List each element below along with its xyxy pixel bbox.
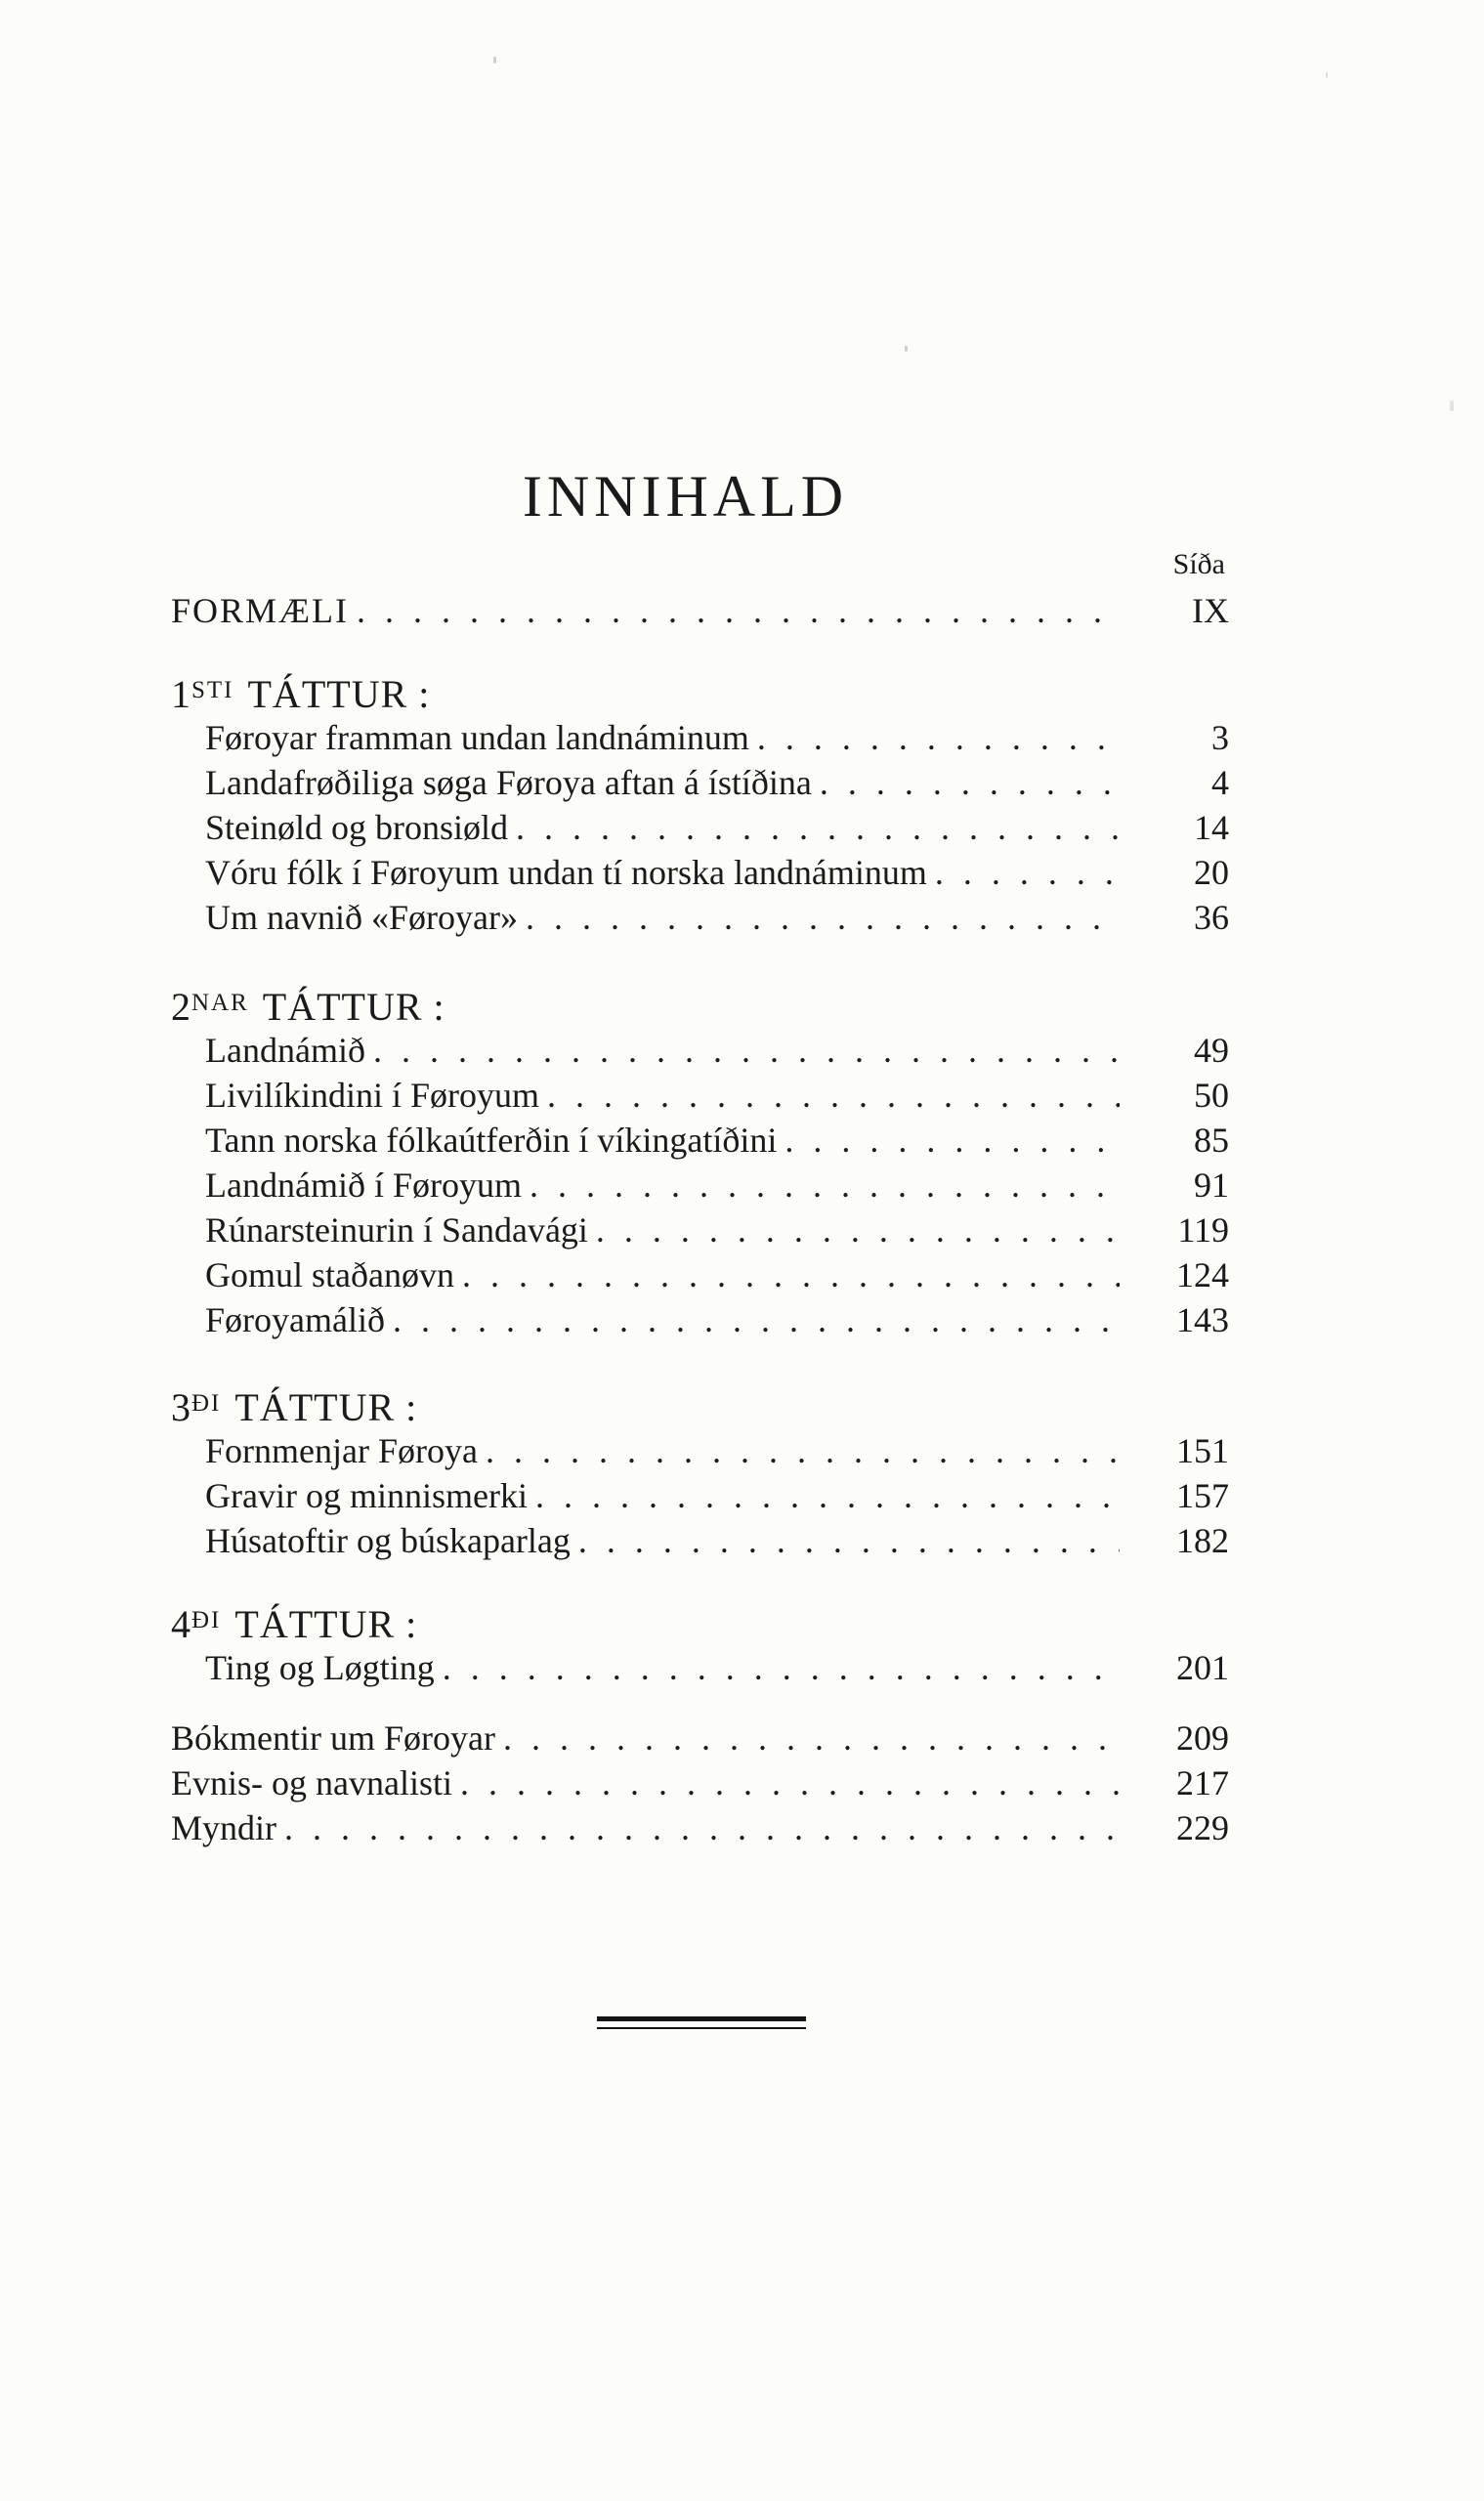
toc-entry [171, 760, 1229, 805]
toc-entry-page: 157 [1176, 1476, 1229, 1515]
toc-entry-page: 4 [1211, 763, 1229, 802]
toc-entry-page: 201 [1176, 1648, 1229, 1687]
section-heading [171, 979, 1229, 1028]
paper-speck [1450, 401, 1454, 411]
end-of-contents-rule [597, 2016, 806, 2029]
dot-leader [547, 1073, 1120, 1118]
toc-entry-title: Gomul staðanøvn [205, 1255, 454, 1294]
dot-leader [820, 760, 1120, 805]
toc-entry [171, 1645, 1229, 1690]
section-number [171, 1596, 221, 1649]
section-number [171, 979, 249, 1032]
toc-entry-page: 119 [1177, 1210, 1229, 1250]
dot-leader [578, 1518, 1120, 1563]
toc-entry-title: Livilíkindini í Føroyum [205, 1076, 540, 1115]
toc-entry-title: Gravir og minnismerki [205, 1476, 528, 1515]
section-label: TÁTTUR : [262, 985, 445, 1029]
toc-entry-title: Húsatoftir og búskaparlag [205, 1521, 571, 1560]
paper-speck [1326, 72, 1328, 78]
page-number-column-header: Síða [1172, 548, 1225, 580]
section-heading [171, 1379, 1229, 1428]
toc-entry-page: 229 [1176, 1808, 1229, 1847]
dot-leader [935, 850, 1120, 895]
toc-entry [171, 1716, 1229, 1760]
toc-entry-title: Føroyar framman undan landnáminum [205, 718, 749, 757]
section-ordinal-suffix: NAR [191, 990, 249, 1016]
toc-content [171, 464, 1229, 1850]
toc-entry [171, 1760, 1229, 1805]
dot-leader [784, 1118, 1120, 1163]
toc-entry [171, 1428, 1229, 1473]
toc-entry-page: 50 [1194, 1076, 1229, 1115]
toc-entry-page: 217 [1176, 1763, 1229, 1802]
section-ordinal-suffix: ÐI [191, 1390, 222, 1417]
toc-entry [171, 1208, 1229, 1252]
toc-entry [171, 1252, 1229, 1297]
dot-leader [526, 895, 1120, 940]
section-ordinal-suffix: ÐI [191, 1607, 222, 1633]
toc-entry-page: 182 [1176, 1521, 1229, 1560]
toc-entry-page: 20 [1194, 853, 1229, 892]
section-ordinal-suffix: STI [191, 677, 234, 703]
toc-entry-title: Vóru fólk í Føroyum undan tí norska landnáminum [205, 853, 927, 892]
section-number [171, 1379, 221, 1432]
toc-entry-title: Fornmenjar Føroya [205, 1431, 478, 1470]
dot-leader [535, 1473, 1120, 1518]
toc-entry-page: IX [1192, 591, 1229, 630]
dot-leader [486, 1428, 1120, 1473]
dot-leader [460, 1760, 1120, 1805]
dot-leader [443, 1645, 1120, 1690]
toc-entry-title: Steinøld og bronsiøld [205, 808, 509, 847]
section-ordinal: 2 [171, 985, 191, 1029]
toc-entry-title: Landnámið [205, 1031, 365, 1070]
toc-entry-title: Myndir [171, 1808, 276, 1847]
dot-leader [373, 1028, 1120, 1073]
dot-leader [462, 1252, 1120, 1297]
toc-entry [171, 1473, 1229, 1518]
section-heading [171, 1596, 1229, 1645]
toc-entry [171, 1518, 1229, 1563]
toc-entry-page: 49 [1194, 1031, 1229, 1070]
toc-entry-title: Ting og Løgting [205, 1648, 435, 1687]
dot-leader [284, 1805, 1120, 1850]
toc-entry-title: FORMÆLI [171, 591, 350, 630]
toc-entry [171, 1297, 1229, 1342]
toc-entry-page: 36 [1194, 898, 1229, 937]
dot-leader [530, 1163, 1120, 1208]
toc-entry-page: 209 [1176, 1718, 1229, 1758]
toc-entry-page: 85 [1194, 1121, 1229, 1160]
dot-leader [516, 805, 1120, 850]
paper-speck [493, 57, 496, 64]
toc-entry-title: Føroyamálið [205, 1300, 385, 1339]
dot-leader [393, 1297, 1120, 1342]
toc-entry [171, 895, 1229, 940]
dot-leader [503, 1716, 1120, 1760]
toc-entry-page: 91 [1194, 1166, 1229, 1205]
toc-entry-title: Rúnarsteinurin í Sandavági [205, 1210, 588, 1250]
toc-entry [171, 1073, 1229, 1118]
toc-entry [171, 1028, 1229, 1073]
section-label: TÁTTUR : [234, 1385, 418, 1429]
dot-leader [757, 715, 1120, 760]
toc-entry-page: 151 [1176, 1431, 1229, 1470]
paper-speck [905, 346, 908, 352]
section-label: TÁTTUR : [247, 672, 431, 716]
toc-entry [171, 588, 1229, 633]
toc-entry [171, 850, 1229, 895]
toc-entry [171, 715, 1229, 760]
toc-entry [171, 1118, 1229, 1163]
dot-leader [357, 588, 1120, 633]
toc-entry-title: Um navnið «Føroyar» [205, 898, 518, 937]
section-label: TÁTTUR : [234, 1602, 418, 1646]
page-title: INNIHALD [522, 464, 849, 529]
section-ordinal: 3 [171, 1385, 191, 1429]
dot-leader [596, 1208, 1120, 1252]
toc-entry-page: 143 [1176, 1300, 1229, 1339]
toc-entry-page: 124 [1176, 1255, 1229, 1294]
toc-entry-title: Landafrøðiliga søga Føroya aftan á ístíðina [205, 763, 812, 802]
toc-entry [171, 1805, 1229, 1850]
toc-entry-title: Tann norska fólkaútferðin í víkingatíðini [205, 1121, 778, 1160]
toc-entry-title: Evnis- og navnalisti [171, 1763, 452, 1802]
section-ordinal: 1 [171, 672, 191, 716]
toc-entry-page: 14 [1194, 808, 1229, 847]
toc-entry-title: Landnámið í Føroyum [205, 1166, 522, 1205]
toc-entry-page: 3 [1211, 718, 1229, 757]
section-number [171, 666, 234, 719]
toc-entry-title: Bókmentir um Føroyar [171, 1718, 495, 1758]
section-ordinal: 4 [171, 1602, 191, 1646]
section-heading [171, 666, 1229, 715]
toc-entry [171, 805, 1229, 850]
toc-entry [171, 1163, 1229, 1208]
